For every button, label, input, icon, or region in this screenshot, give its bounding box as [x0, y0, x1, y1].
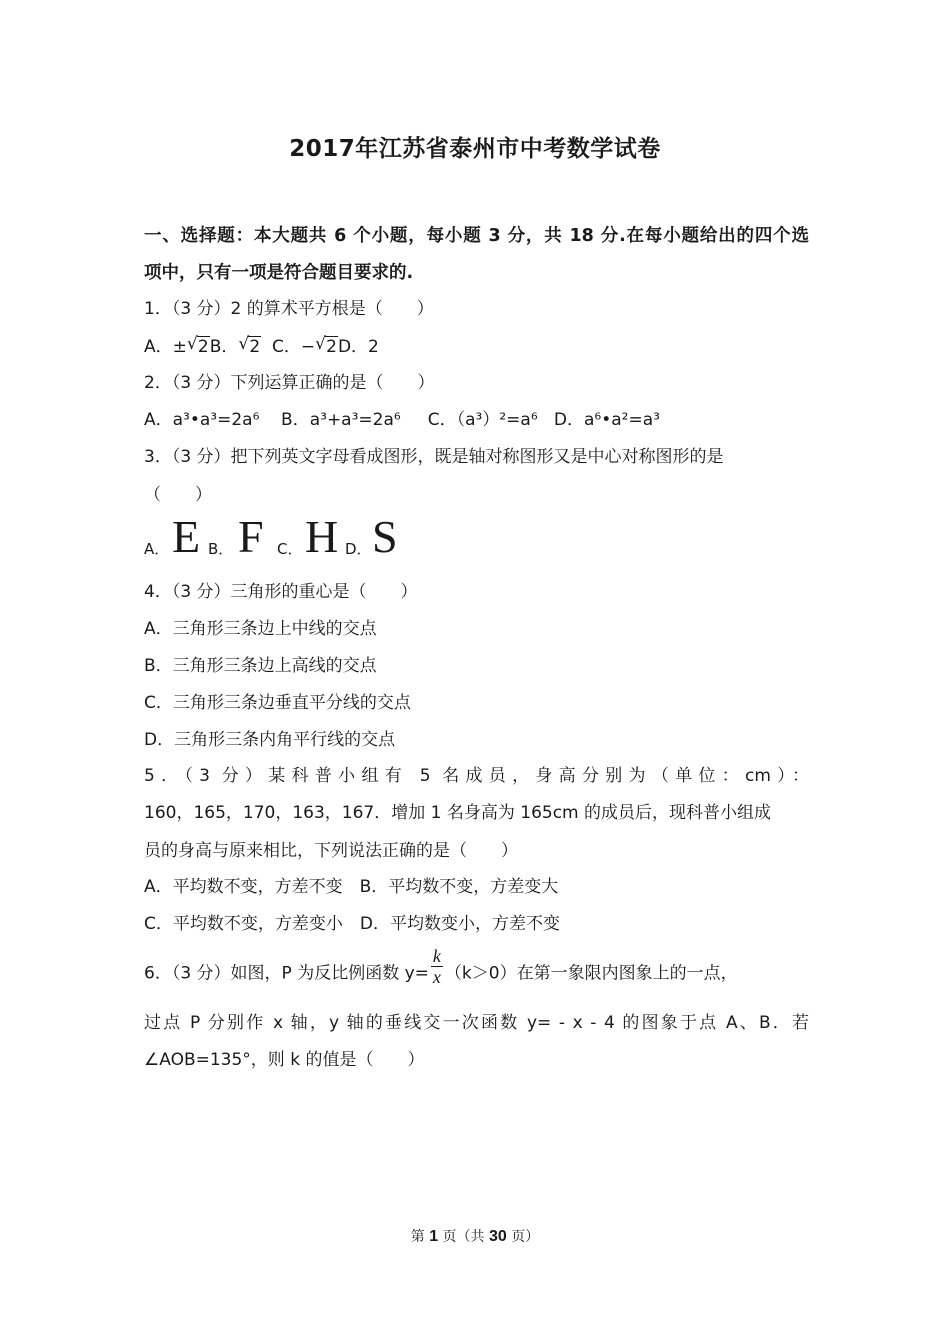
q3-label-B: B． [208, 540, 234, 558]
q1-options [144, 335, 809, 359]
q1-optA-label: A．± [144, 337, 187, 357]
q1-optC-radicand: 2 [326, 337, 337, 357]
section-heading-line2: 项中，只有一项是符合题目要求的. [144, 263, 414, 283]
q4-optD: D．三角形三条内角平行线的交点 [144, 730, 396, 750]
sqrt-symbol: √ 2 [186, 334, 209, 357]
q6-stem-line1 [144, 946, 809, 987]
q1-optC-label: C．− [272, 337, 316, 357]
footer-pre: 第 [410, 1229, 425, 1245]
q5-options-AB: A．平均数不变，方差不变 B．平均数不变，方差变大 [144, 877, 559, 897]
q3-letter-E: E [172, 511, 201, 562]
q5-stem-line1: 5．（3 分）某科普小组有 5 名成员，身高分别为（单位：cm）： [144, 766, 809, 786]
footer-post: 页） [511, 1229, 540, 1245]
q2-optC: C．（a³）²=a⁶ [427, 410, 538, 430]
q6-stem-1b: （k＞0）在第一象限内图象上的一点， [444, 963, 738, 984]
q1-optA-radicand: 2 [197, 337, 209, 357]
page-title: 2017年江苏省泰州市中考数学试卷 [289, 136, 661, 162]
q4-optB: B．三角形三条边上高线的交点 [144, 656, 377, 676]
q4-optA: A．三角形三条边上中线的交点 [144, 619, 377, 639]
section-heading-line1: 一、选择题：本大题共 6 个小题，每小题 3 分，共 18 分.在每小题给出的四个选 [144, 226, 809, 246]
q3-label-C: C． [277, 540, 303, 558]
q3-label-D: D． [345, 540, 372, 558]
q6-stem-line3: ∠AOB=135°，则 k 的值是（ ） [144, 1050, 425, 1070]
q3-label-A: A． [144, 540, 170, 558]
q1-stem: 1．（3 分）2 的算术平方根是（ ） [144, 299, 434, 319]
q1-optB-radicand: 2 [249, 337, 261, 357]
sqrt-symbol: √ 2 [315, 334, 337, 357]
sqrt-symbol: √ 2 [238, 334, 261, 357]
q1-optB-label: B． [209, 337, 239, 357]
q1-optD: D．2 [337, 337, 379, 357]
footer-total-pages: 30 [489, 1228, 507, 1245]
q6-stem-line2: 过点 P 分别作 x 轴，y 轴的垂线交一次函数 y= - x - 4 的图象于点 A、B．若 [144, 1013, 809, 1033]
q4-optC: C．三角形三条边垂直平分线的交点 [144, 693, 411, 713]
footer-mid: 页（共 [442, 1229, 485, 1245]
page-footer [0, 1226, 950, 1246]
q5-stem-line3: 员的身高与原来相比，下列说法正确的是（ ） [144, 841, 518, 861]
q4-stem: 4．（3 分）三角形的重心是（ ） [144, 582, 418, 602]
q3-letter-S: S [372, 511, 398, 562]
q2-optA: A．a³•a³=2a⁶ [144, 410, 260, 430]
q2-options [144, 408, 809, 432]
footer-page-number: 1 [429, 1228, 439, 1245]
q3-stem-line2: （ ） [144, 485, 212, 505]
q2-optD: D．a⁶•a²=a³ [553, 410, 660, 430]
q2-optB: B．a³+a³=2a⁶ [281, 410, 401, 430]
q6-stem-1a: 6．（3 分）如图，P 为反比例函数 y= [144, 963, 429, 984]
q2-stem: 2．（3 分）下列运算正确的是（ ） [144, 373, 435, 393]
q3-letter-F: F [238, 511, 264, 562]
q5-stem-line2: 160，165，170，163，167．增加 1 名身高为 165cm 的成员后，现科普小组成 [144, 803, 772, 823]
q3-letter-H: H [305, 511, 339, 562]
fraction-denominator: x [432, 967, 441, 987]
fraction-numerator: k [432, 946, 441, 966]
fraction-k-over-x [431, 946, 443, 987]
q3-stem-line1: 3．（3 分）把下列英文字母看成图形，既是轴对称图形又是中心对称图形的是 [144, 447, 724, 467]
q5-options-CD: C．平均数不变，方差变小 D．平均数变小，方差不变 [144, 914, 560, 934]
